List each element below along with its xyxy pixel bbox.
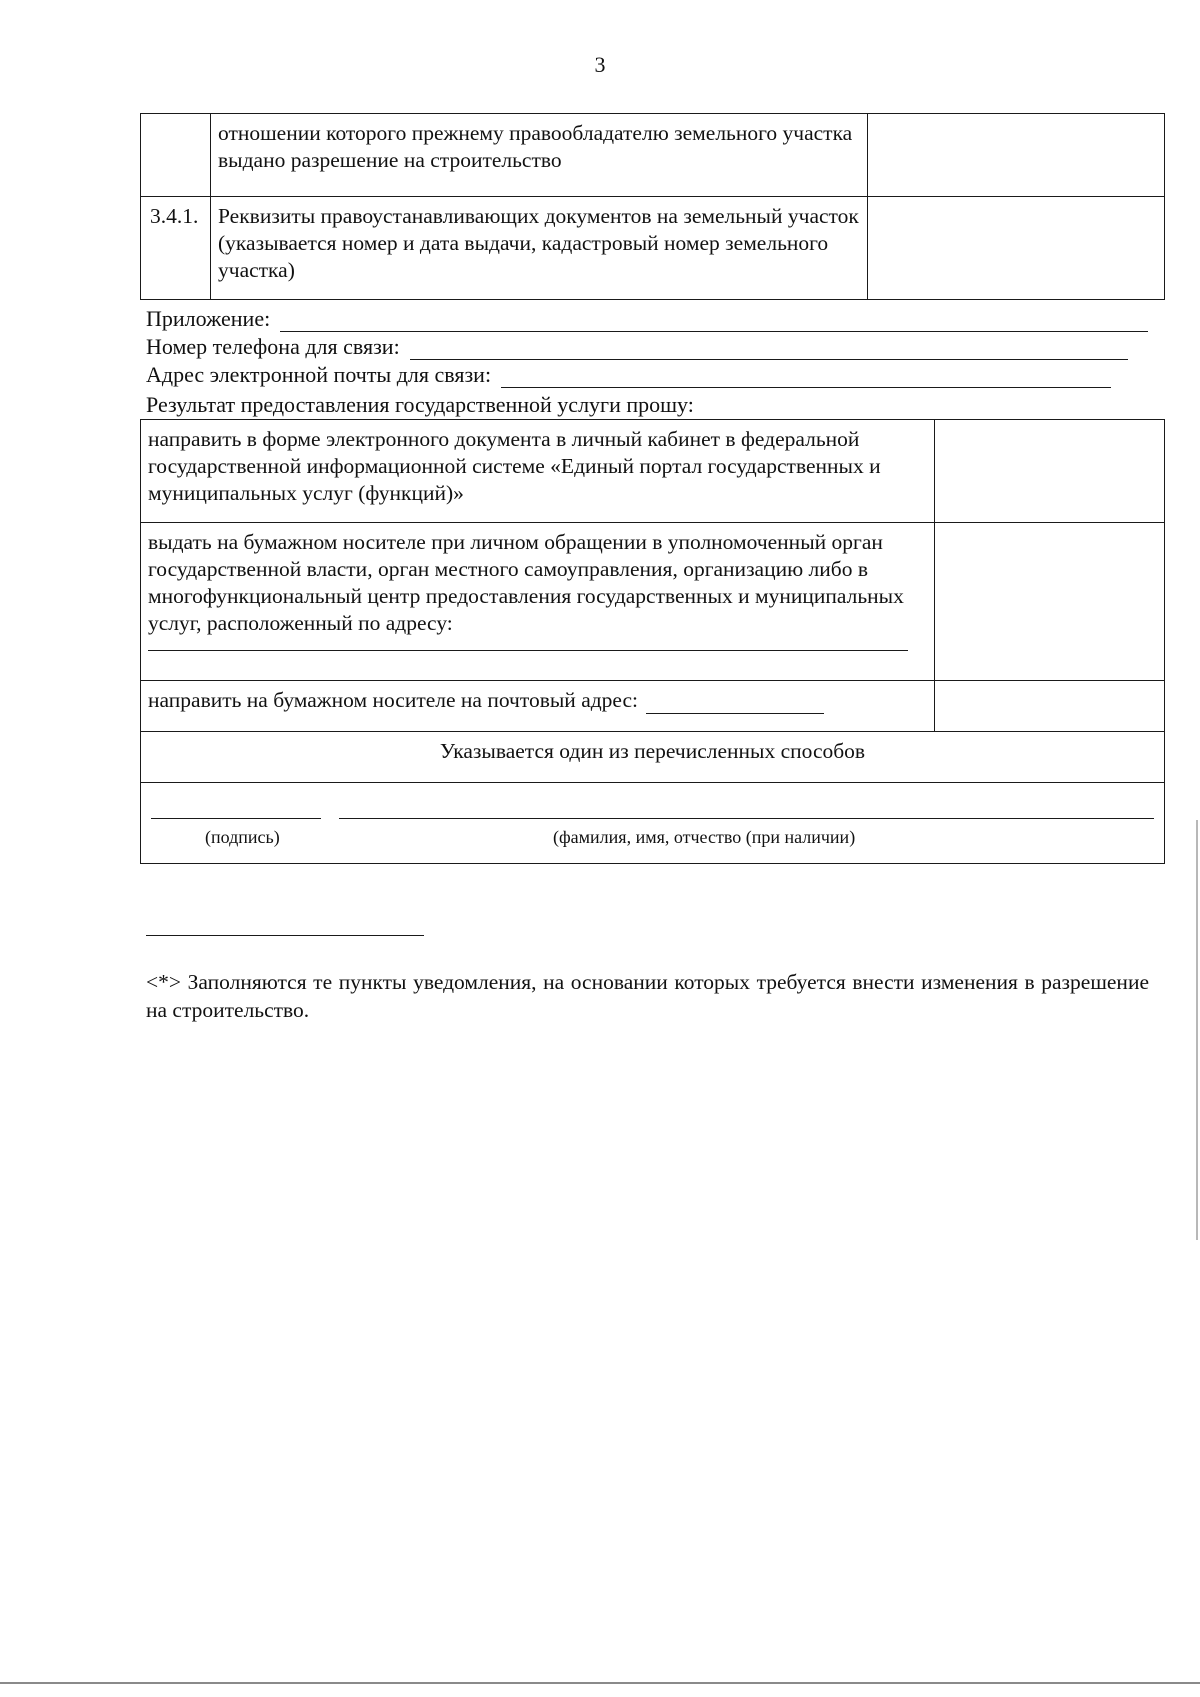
option-postal-checkbox[interactable] [935, 681, 1165, 732]
email-input-line[interactable] [501, 367, 1111, 388]
phone-field [146, 334, 1128, 360]
full-name-caption: (фамилия, имя, отчество (при наличии) [553, 827, 856, 847]
full-name-input-line[interactable] [339, 817, 1154, 819]
option-electronic-checkbox[interactable] [935, 420, 1165, 523]
scan-bottom-edge [0, 1682, 1200, 1684]
result-label: Результат предоставления государственной услуги прошу: [146, 392, 694, 417]
phone-input-line[interactable] [410, 339, 1128, 360]
row-description-cell: отношении которого прежнему правообладателю земельного участка выдано разрешение на строительство [211, 114, 868, 197]
option-in-person-cell [141, 523, 935, 681]
table-row [141, 783, 1165, 864]
signature-input-line[interactable] [151, 817, 321, 819]
row-value-cell[interactable] [868, 114, 1165, 197]
option-electronic-text: направить в форме электронного документа в личный кабинет в федеральной государственной информационной системе «Единый портал государственных и муниципальных услуг (функций)» [141, 420, 935, 523]
row-number-cell: 3.4.1. [141, 197, 211, 300]
attachment-label: Приложение: [146, 306, 271, 331]
signature-cell [141, 783, 1165, 864]
attachment-input-line[interactable] [280, 311, 1148, 332]
land-documents-table [140, 113, 1165, 300]
table-row [141, 732, 1165, 783]
table-row [141, 197, 1165, 300]
result-delivery-table [140, 419, 1165, 864]
attachment-field [146, 306, 1148, 332]
phone-label: Номер телефона для связи: [146, 334, 400, 359]
footnote-text: <*> Заполняются те пункты уведомления, на основании которых требуется внести изменения в разрешение на строительство. [146, 970, 1149, 1022]
row-description-cell: Реквизиты правоустанавливающих документов на земельный участок (указывается номер и дата выдачи, кадастровый номер земельного участка) [211, 197, 868, 300]
row-value-cell[interactable] [868, 197, 1165, 300]
option-in-person-text: выдать на бумажном носителе при личном обращении в уполномоченный орган государственной власти, орган местного самоуправления, организацию либо в многофункциональный центр предоставления государственных и муниципальных услуг, расположенный по адресу: [148, 530, 904, 635]
option-postal-cell [141, 681, 935, 732]
table-row [141, 523, 1165, 681]
email-label: Адрес электронной почты для связи: [146, 362, 492, 387]
option-in-person-checkbox[interactable] [935, 523, 1165, 681]
option-postal-text: направить на бумажном носителе на почтовый адрес: [148, 688, 639, 712]
address-input-line[interactable] [148, 649, 908, 651]
row-number-cell [141, 114, 211, 197]
scan-right-edge [1196, 820, 1198, 1240]
footnote-divider [146, 934, 424, 936]
table-row [141, 681, 1165, 732]
signature-caption: (подпись) [205, 827, 280, 847]
method-note: Указывается один из перечисленных способов [141, 732, 1165, 783]
table-row [141, 420, 1165, 523]
email-field [146, 362, 1111, 388]
table-row [141, 114, 1165, 197]
postal-address-input-line[interactable] [646, 693, 824, 714]
result-heading [146, 392, 694, 418]
page-number: 3 [594, 52, 606, 77]
